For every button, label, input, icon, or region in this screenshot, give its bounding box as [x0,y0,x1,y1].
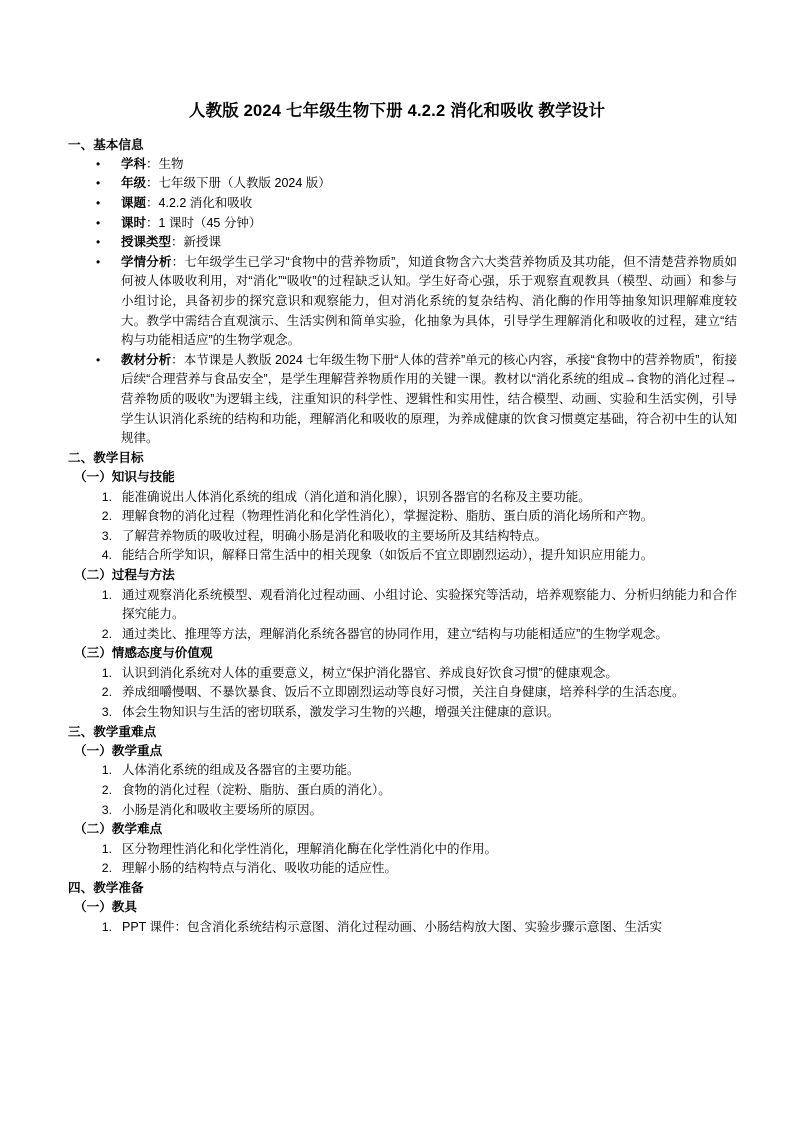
process-methods-list [68,586,737,645]
item-separator: ： [146,176,159,191]
emotion-attitude-values-list [68,664,737,723]
list-item [68,527,737,547]
teaching-aids-list [68,918,737,938]
item-number: 2. [101,685,112,700]
item-text: 小肠是消化和吸收主要场所的原因。 [122,802,323,817]
item-value: 本节课是人教版 2024 七年级生物下册“人体的营养”单元的核心内容，承接“食物中的营养物质”，衔接后续“合理营养与食品安全”，是学生理解营养物质作用的关键一课。教材以“消化系统的组成→食物的消化过程→营养物质的吸收”为逻辑主线，注重知识的科学性、逻辑性和实用性，结合模型、动画、实验和生活实例，引导学生认识消化系统的结构和功能，理解消化和吸收的原理，为养成健康的饮食习惯奠定基础，符合初中生的认知规律。 [121,352,737,446]
item-separator: ： [171,254,185,269]
item-number: 2. [101,783,112,798]
list-item [68,703,737,723]
bullet-icon: • [96,215,101,230]
item-number: 2. [101,509,112,524]
key-points-list [68,761,737,820]
item-value: 新授课 [183,235,222,250]
item-text: 能准确说出人体消化系统的组成（消化道和消化腺），识别各器官的名称及主要功能。 [122,489,591,504]
list-item [68,155,737,175]
list-item [68,781,737,801]
list-item [68,233,737,253]
section-heading-basic-info: 一、基本信息 [68,137,144,152]
item-text: 通过类比、推理等方法，理解消化系统各器官的协同作用，建立“结构与功能相适应”的生物学观念。 [122,626,668,641]
section-heading-key-difficult-points: 三、教学重难点 [68,724,157,739]
bullet-icon: • [96,196,101,211]
difficult-points-list [68,840,737,879]
item-label: 课题 [121,196,147,211]
section-heading-preparation: 四、教学准备 [68,881,144,896]
bullet-icon: • [96,235,101,250]
item-number: 3. [101,802,112,817]
item-label: 课时 [121,215,147,230]
item-text: 理解食物的消化过程（物理性消化和化学性消化），掌握淀粉、脂肪、蛋白质的消化场所和产物。 [122,509,654,524]
bullet-icon: • [96,254,101,269]
list-item [68,683,737,703]
section-basic-info [68,136,737,449]
bullet-icon: • [96,352,101,367]
item-separator: ： [146,215,159,230]
item-text: 区分物理性消化和化学性消化，理解消化酶在化学性消化中的作用。 [122,841,498,856]
item-text: 能结合所学知识，解释日常生活中的相关现象（如饭后不宜立即剧烈运动），提升知识应用能力。 [122,548,654,563]
item-text: 体会生物知识与生活的密切联系，激发学习生物的兴趣，增强关注健康的意识。 [122,705,560,720]
list-item [68,507,737,527]
item-number: 1. [101,489,112,504]
item-value: 七年级学生已学习“食物中的营养物质”，知道食物含六大类营养物质及其功能，但不清楚营养物质如何被人体吸收利用，对“消化”“吸收”的过程缺乏认知。学生好奇心强，乐于观察直观教具（模型、动画）和参与小组讨论，具备初步的探究意识和观察能力，但对消化系统的复杂结构、消化酶的作用等抽象知识理解难度较大。教学中需结合直观演示、生活实例和简单实验，化抽象为具体，引导学生理解消化和吸收的过程，建立“结构与功能相适应”的生物学观念。 [121,254,737,348]
item-number: 1. [101,841,112,856]
section-key-difficult-points [68,723,737,879]
item-label: 授课类型 [121,235,172,250]
list-item [68,859,737,879]
subsection-heading-process-methods: （二）过程与方法 [74,567,175,582]
item-label: 学科 [121,156,147,171]
list-item [68,488,737,508]
section-teaching-objectives [68,449,737,723]
item-text: 食物的消化过程（淀粉、脂肪、蛋白质的消化）。 [122,783,391,798]
item-label: 年级 [121,176,147,191]
list-item [68,253,737,351]
item-number: 3. [101,528,112,543]
item-text: 了解营养物质的吸收过程，明确小肠是消化和吸收的主要场所及其结构特点。 [122,528,548,543]
list-item [68,586,737,625]
item-number: 4. [101,548,112,563]
subsection-heading-emotion-attitude-values: （三）情感态度与价值观 [74,646,213,661]
item-text: 认识到消化系统对人体的重要意义，树立“保护消化器官、养成良好饮食习惯”的健康观念。 [122,665,618,680]
list-item [68,918,737,938]
list-item [68,801,737,821]
item-value: 4.2.2 消化和吸收 [158,196,253,211]
item-number: 2. [101,626,112,641]
item-text: PPT 课件：包含消化系统结构示意图、消化过程动画、小肠结构放大图、实验步骤示意图、生活实 [122,919,663,934]
item-text: 人体消化系统的组成及各器官的主要功能。 [122,763,360,778]
bullet-icon: • [96,156,101,171]
item-label: 教材分析 [121,352,172,367]
document-body [0,122,794,938]
item-label: 学情分析 [121,254,172,269]
list-item [68,214,737,234]
list-item [68,625,737,645]
list-item [68,174,737,194]
item-separator: ： [171,235,184,250]
subsection-heading-teaching-aids: （一）教具 [74,900,137,915]
item-text: 理解小肠的结构特点与消化、吸收功能的适应性。 [122,861,398,876]
item-value: 七年级下册（人教版 2024 版） [158,176,331,191]
section-preparation [68,879,737,937]
item-value: 生物 [158,156,184,171]
list-item [68,546,737,566]
basic-info-list [68,155,737,449]
knowledge-skills-list [68,488,737,566]
list-item [68,351,737,449]
page-title: 人教版 2024 七年级生物下册 4.2.2 消化和吸收 教学设计 [188,102,606,120]
item-text: 通过观察消化系统模型、观看消化过程动画、小组讨论、实验探究等活动，培养观察能力、分析归纳能力和合作探究能力。 [122,587,737,622]
list-item [68,664,737,684]
list-item [68,194,737,214]
subsection-heading-key-points: （一）教学重点 [74,743,163,758]
item-number: 1. [101,763,112,778]
item-value: 1 课时（45 分钟） [158,215,262,230]
list-item [68,761,737,781]
section-heading-teaching-objectives: 二、教学目标 [68,450,144,465]
item-number: 1. [101,665,112,680]
item-number: 2. [101,861,112,876]
item-text: 养成细嚼慢咽、不暴饮暴食、饭后不立即剧烈运动等良好习惯，关注自身健康，培养科学的生活态度。 [122,685,685,700]
item-separator: ： [146,196,159,211]
item-separator: ： [146,156,159,171]
item-number: 3. [101,705,112,720]
item-separator: ： [171,352,184,367]
subsection-heading-difficult-points: （二）教学难点 [74,822,163,837]
item-number: 1. [101,919,112,934]
bullet-icon: • [96,176,101,191]
subsection-heading-knowledge-skills: （一）知识与技能 [74,469,175,484]
list-item [68,840,737,860]
item-number: 1. [101,587,112,602]
